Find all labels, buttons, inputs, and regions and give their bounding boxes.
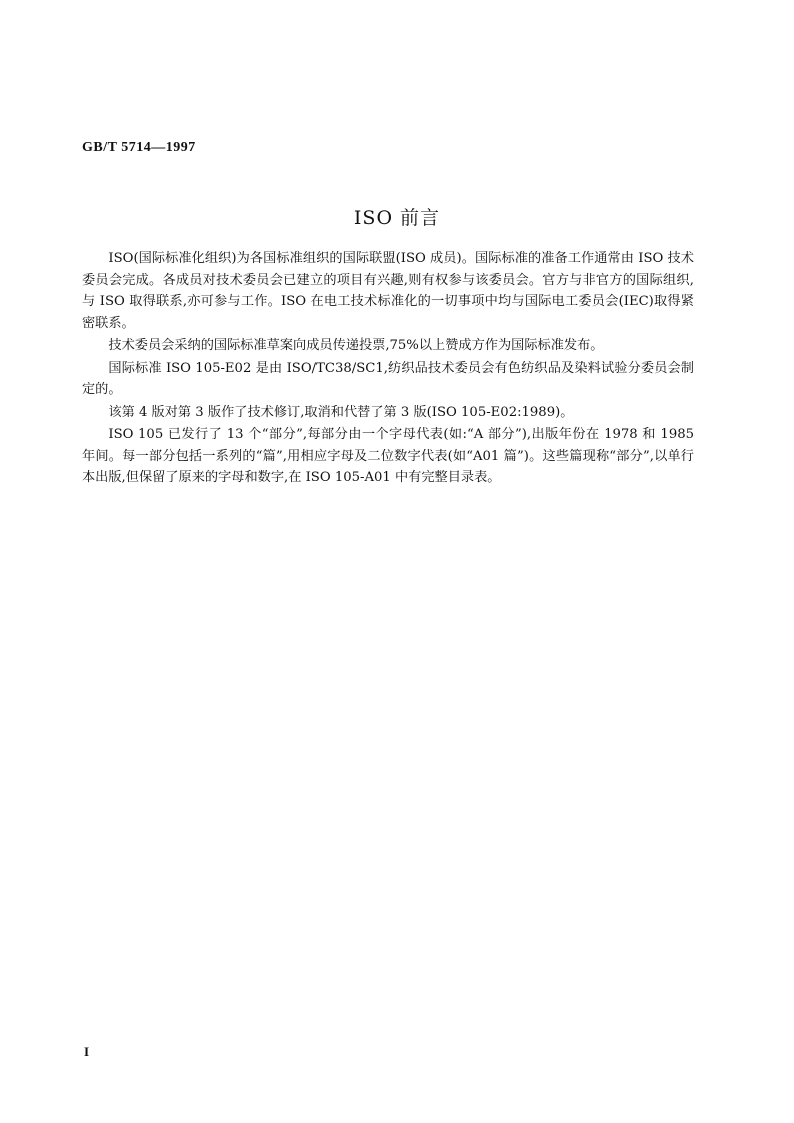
paragraph-prepared-by: 国际标准 ISO 105-E02 是由 ISO/TC38/SC1,纺织品技术委员会有色纺织品及染料试验分委员会制定的。 <box>82 360 694 397</box>
foreword-body <box>82 248 694 490</box>
paragraph-edition: 该第 4 版对第 3 版作了技术修订,取消和代替了第 3 版(ISO 105-E02:1989)。 <box>108 404 574 420</box>
paragraph-parts: ISO 105 已发行了 13 个“部分”,每部分由一个字母代表(如:“A 部分”),出版年份在 1978 和 1985 年间。每一部分包括一系列的“篇”,用相应字母及二位数字代表(如“A01 篇”)。这些篇现称“部分”,以单行本出版,但保留了原来的字母和数字,在 ISO 105-A01 中有完整目录表。 <box>82 427 694 485</box>
paragraph-voting: 技术委员会采纳的国际标准草案向成员传递投票,75%以上赞成方作为国际标准发布。 <box>108 338 604 353</box>
page-number: I <box>84 1044 90 1059</box>
page-title: ISO 前言 <box>353 207 441 229</box>
standard-code: GB/T 5714—1997 <box>82 140 196 155</box>
paragraph-iso-intro: ISO(国际标准化组织)为各国标准组织的国际联盟(ISO 成员)。国际标准的准备工作通常由 ISO 技术委员会完成。各成员对技术委员会已建立的项目有兴趣,则有权参与该委员会。官方与非官方的国际组织,与 ISO 取得联系,亦可参与工作。ISO 在电工技术标准化的一切事项中均与国际电工委员会(IEC)取得紧密联系。 <box>82 251 694 331</box>
